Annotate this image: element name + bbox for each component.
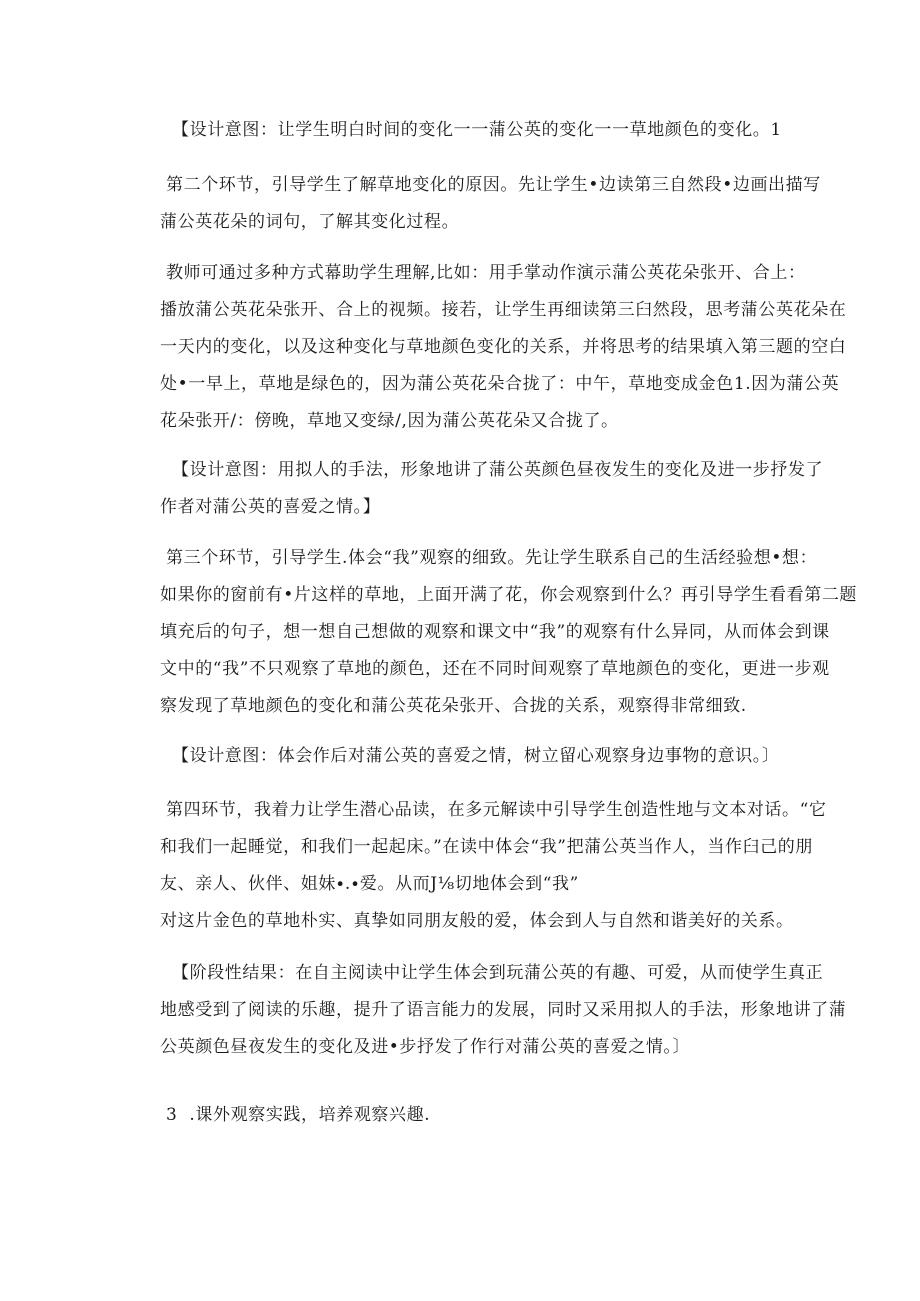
step-three-paragraph	[160, 540, 858, 725]
text-line: 第三个环节，引导学生.体会“我”观察的细致。先让学生联系自己的生活经验想•想：	[166, 548, 818, 568]
step-four-paragraph	[160, 792, 827, 940]
text-line: 3 .课外观察实践，培养观察兴趣.	[166, 1105, 431, 1125]
section-heading-3	[166, 1097, 816, 1134]
text-line: 一天内的变化，以及这种变化与草地颜色变化的关系，并将思考的结果填入第三题的空白	[160, 337, 847, 357]
text-line: 察发现了草地颜色的变化和蒲公英花朵张开、合拢的关系，观察得非常细致.	[160, 696, 747, 716]
text-line: 【阶段性结果：在自主阅读中让学生体会到玩蒲公英的有趣、可爱，从而使学生真正	[172, 963, 824, 983]
text-line: 第四环节，我着力让学生潜心品读，在多元解读中引导学生创造性地与文本对话。“它	[166, 800, 827, 820]
stage-result-paragraph	[160, 955, 847, 1066]
text-line: 【设计意图：让学生明白时间的变化一一蒲公英的变化一一草地颜色的变化。1	[172, 120, 782, 140]
text-line: 处•一早上，草地是绿色的，因为蒲公英花朵合拢了：中午，草地变成金色1.因为蒲公英	[160, 374, 840, 394]
design-intent-paragraph-2	[160, 452, 824, 526]
text-line: 和我们一起睡觉，和我们一起起床。”在读中体会“我”把蒲公英当作人，当作臼己的朋	[160, 837, 813, 857]
text-line: 如果你的窗前有•片这样的草地，上面开满了花，你会观察到什么？再引导学生看看第二题	[160, 585, 858, 605]
text-line: 友、亲人、伙伴、姐妹∙.∙爱。从而J⅛切地体会到“我”	[160, 874, 579, 894]
text-line: 【设计意图：体会作后对蒲公英的喜爱之情，树立留心观察身边事物的意识。〕	[172, 746, 780, 766]
text-line: 花朵张开/：傍晚，草地又变绿/,因为蒲公英花朵又合拢了。	[160, 411, 619, 431]
text-line: 文中的“我”不只观察了草地的颜色，还在不同时间观察了草地颜色的变化，更进一步观	[160, 659, 830, 679]
text-line: 播放蒲公英花朵张开、合上的视频。接若，让学生再细读第三臼然段，思考蒲公英花朵在	[160, 300, 847, 320]
step-two-paragraph	[160, 167, 821, 241]
text-line: 公英颜色昼夜发生的变化及进•步抒发了作行对蒲公英的喜爱之情。〕	[160, 1037, 691, 1057]
design-intent-paragraph-3	[172, 738, 822, 775]
text-line: 第二个环节，引导学生了解草地变化的原因。先让学生•边读第三自然段•边画出描写	[166, 175, 821, 195]
teacher-help-paragraph	[160, 255, 847, 440]
text-line: 作者对蒲公英的喜爱之情。】	[160, 497, 381, 517]
text-line: 【设计意图：用拟人的手法，形象地讲了蒲公英颜色昼夜发生的变化及进一步抒发了	[172, 460, 824, 480]
text-line: 地感受到了阅读的乐趣，提升了语言能力的发展，同时又采用拟人的手法，形象地讲了蒲	[160, 1000, 847, 1020]
text-line: 蒲公英花朵的词句，了解其变化过程。	[160, 212, 460, 232]
text-line: 填充后的句子，想一想自己想做的观察和课文中“我”的观察有什么异同，从而体会到课	[160, 622, 830, 642]
text-line: 对这片金色的草地朴实、真挚如同朋友般的爱，体会到人与自然和谐美好的关系。	[160, 911, 794, 931]
text-line: 教师可通过多种方式幕助学生理解,比如：用手掌动作演示蒲公英花朵张开、合上：	[166, 263, 806, 283]
design-intent-paragraph-1	[172, 112, 822, 149]
